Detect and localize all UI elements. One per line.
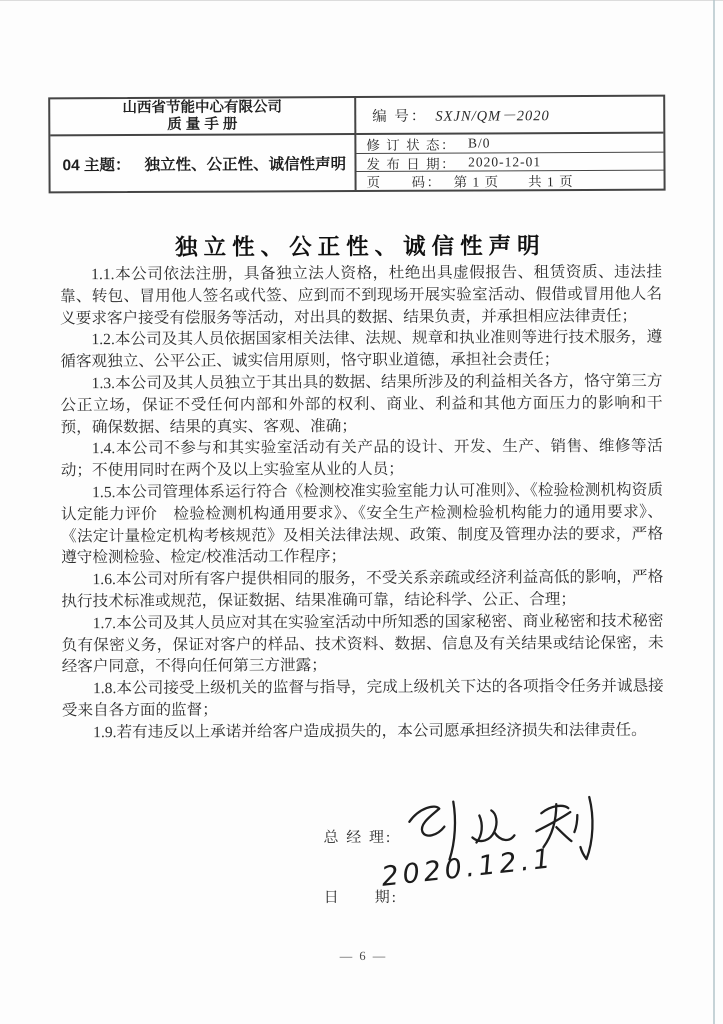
paragraph-1-4: 1.4.本公司不参与和其实验室活动有关产品的设计、开发、生产、销售、维修等活动；不使用同时在两个及以上实验室从业的人员； [60,438,663,480]
subject-label: 04 主题： [62,156,131,174]
doc-number-cell [356,97,663,135]
company-title-cell [50,98,356,136]
paragraph-1-7: 1.7.本公司及其人员应对其在实验室活动中所知悉的国家秘密、商业秘密和技术秘密负有保密义务，保证对客户的样品、技术资料、数据、信息及有关结果或结论保密，未经客户同意，不得向任何第三方泄露； [61,612,664,676]
subject-value: 独立性、公正性、诚信性声明 [144,155,347,174]
issue-date-value: 2020-12-01 [468,153,542,170]
paragraph-1-5: 1.5.本公司管理体系运行符合《检测校准实验室能力认可准则》、《检验检测机构资质认定能力评价 检验检测机构通用要求》、《安全生产检测检验机构能力的通用要求》、《法定计量检定机构考核规范》及相关法律法规、政策、制度及管理办法的要求，严格遵守检测检验、检定/校准活动工作程序； [60,481,664,567]
paragraph-1-3: 1.3.本公司及其人员独立于其出具的数据、结果所涉及的利益相关各方，恪守第三方公正立场，保证不受任何内部和外部的权利、商业、利益和其他方面压力的影响和干预，确保数据、结果的真实、客观、准确； [60,372,663,436]
paragraph-1-9: 1.9.若有违反以上承诺并给客户造成损失的，本公司愿承担经济损失和法律责任。 [93,721,647,741]
paragraph-1-2: 1.2.本公司及其人员依据国家相关法律、法规、规章和执业准则等进行技术服务，遵循客观独立、公平公正、诚实信用原则，恪守职业道德，承担社会责任； [60,329,663,371]
manual-title: 质 量 手 册 [167,116,238,133]
revision-value: B/0 [467,135,491,151]
paragraph-1-6: 1.6.本公司对所有客户提供相同的服务，不受关系亲疏或经济利益高低的影响，严格执行技术标准或规范，保证数据、结果准确可靠，结论科学、公正、合理； [61,568,664,611]
issue-date-label: 发 布 日 期： [366,156,457,172]
footer-page-number: — 6 — [339,948,388,964]
date-label: 日 期: [323,889,398,907]
page-number-cell [357,171,664,190]
paragraph-1-1: 1.1.本公司依法注册，具备独立法人资格，杜绝出具虚假报告、租赁资质、违法挂靠、转包、冒用他人签名或代签、应到而不到现场开展实验室活动、假借或冒用他人名义要求客户接受有偿服务等活动，对出具的数据、结果负责，并承担相应法律责任； [60,263,663,327]
subject-cell [50,135,356,191]
paragraph-1-8: 1.8.本公司接受上级机关的监督与指导，完成上级机关下达的各项指令任务并诚恳接受来自各方面的监督； [61,677,664,720]
page-number-label: 页 码： [366,174,442,190]
date-handwriting: 2020.12.1 [379,843,556,893]
page-number-value: 第 1 页 共 1 页 [453,174,574,190]
declaration-body [60,262,664,744]
doc-number-value: SXJN/QM－2020 [435,108,550,125]
header-table [48,95,665,194]
doc-number-label: 编 号： [372,108,428,125]
revision-label: 修 订 状 态： [366,137,457,153]
general-manager-label: 总 经 理: [323,829,393,847]
company-name: 山西省节能中心有限公司 [122,99,283,117]
issue-date-cell [356,153,663,172]
page-title: 独立性、公正性、诚信性声明 [175,233,546,260]
revision-cell [356,134,663,154]
